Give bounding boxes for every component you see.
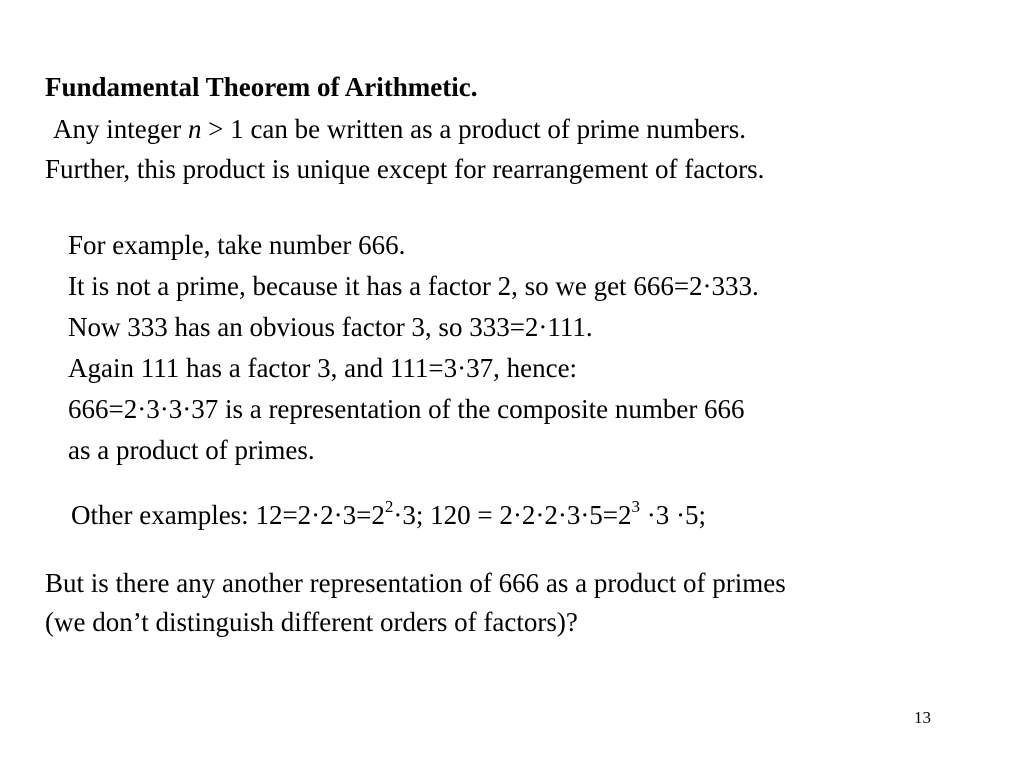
example-line-2: It is not a prime, because it has a factor 2, so we get 666=2·333. bbox=[68, 271, 759, 301]
question-line-1: But is there any another representation of 666 as a product of primes bbox=[45, 568, 786, 598]
exponent-1: 2 bbox=[384, 497, 394, 516]
other-examples-part-1: Other examples: 12=2·2·3=2 bbox=[71, 500, 385, 530]
other-examples-part-2: ·3; 120 = 2·2·2·3·5=2 bbox=[393, 500, 632, 530]
theorem-line1-suffix: > 1 can be written as a product of prime numbers. bbox=[201, 114, 747, 144]
theorem-statement-line-2: Further, this product is unique except for rearrangement of factors. bbox=[45, 154, 765, 184]
example-line-4: Again 111 has a factor 3, and 111=3·37, hence: bbox=[68, 353, 578, 383]
question-line-2: (we don’t distinguish different orders of factors)? bbox=[45, 607, 578, 637]
example-line-1: For example, take number 666. bbox=[68, 230, 406, 260]
other-examples bbox=[71, 497, 707, 530]
page-number: 13 bbox=[914, 708, 931, 727]
theorem-line1-prefix: Any integer bbox=[53, 114, 188, 144]
variable-n: n bbox=[187, 114, 202, 144]
example-line-6: as a product of primes. bbox=[68, 435, 315, 465]
theorem-title: Fundamental Theorem of Arithmetic. bbox=[45, 72, 478, 102]
exponent-2: 3 bbox=[631, 497, 641, 516]
other-examples-part-3: ·3 ·5; bbox=[640, 500, 707, 530]
example-line-3: Now 333 has an obvious factor 3, so 333=2·111. bbox=[68, 312, 593, 342]
theorem-statement-line-1 bbox=[53, 114, 746, 144]
example-line-5: 666=2·3·3·37 is a representation of the composite number 666 bbox=[68, 394, 745, 424]
